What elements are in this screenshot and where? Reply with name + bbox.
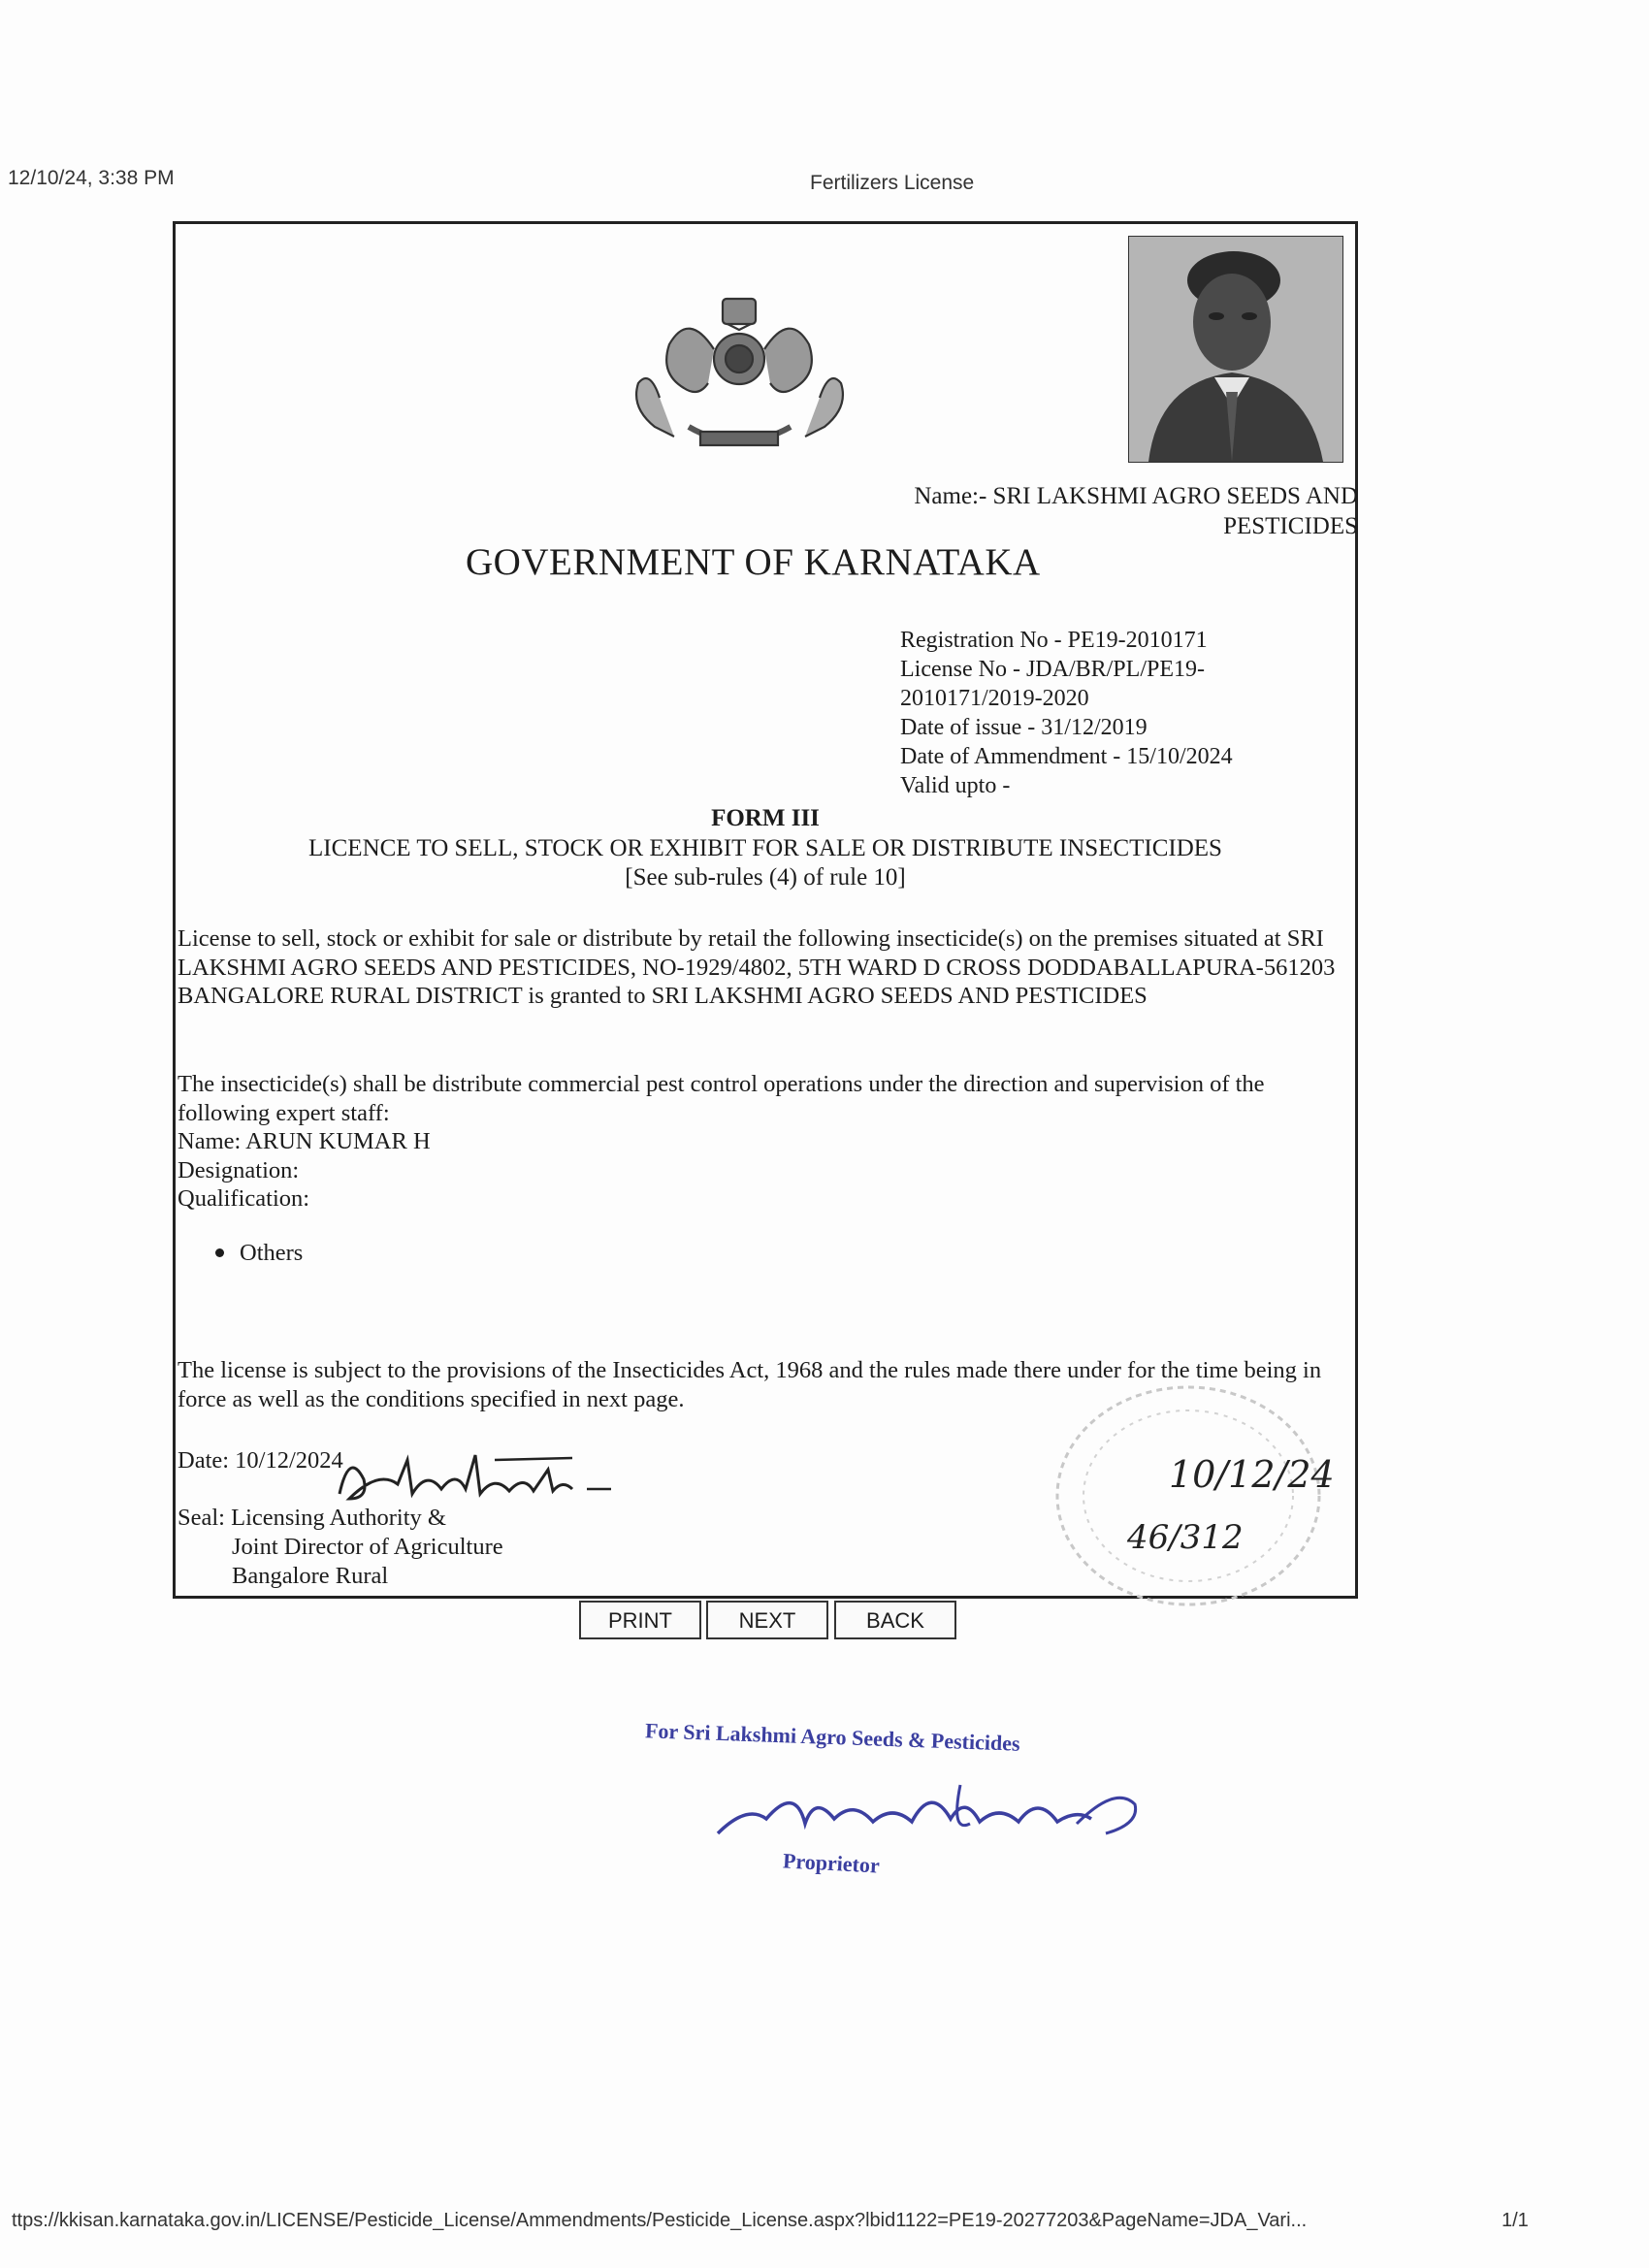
license-date: Date: 10/12/2024 — [178, 1447, 343, 1474]
office-seal-icon — [1048, 1377, 1329, 1615]
seal-line-1: Seal: Licensing Authority & — [178, 1505, 446, 1531]
print-page-title: Fertilizers License — [810, 172, 975, 194]
license-number-line-2: 2010171/2019-2020 — [900, 686, 1089, 711]
act-provisions-paragraph: The license is subject to the provisions of the Insecticides Act, 1968 and the rules made there under for the time being in force as well as the conditions specified in next page. — [178, 1357, 1322, 1412]
licensee-name-line-2: PESTICIDES — [1223, 513, 1358, 539]
registration-details — [900, 626, 1308, 800]
licensee-name — [854, 481, 1358, 541]
premises-paragraph: License to sell, stock or exhibit for sale or distribute by retail the following insecticide(s) on the premises situated at SRI LAKSHMI AGRO SEEDS AND PESTICIDES, NO-1929/4802, 5TH WARD D CROSS DODDABALLAPURA-561203 BANGALORE RURAL DISTRICT is granted to SRI LAKSHMI AGRO SEEDS AND PESTICIDES — [178, 925, 1336, 1009]
seal-block — [178, 1504, 503, 1591]
firm-stamp-text: For Sri Lakshmi Agro Seeds & Pesticides — [644, 1718, 1020, 1756]
expert-name: Name: ARUN KUMAR H — [178, 1128, 431, 1154]
form-subtitle-block — [173, 834, 1358, 892]
expert-qualification: Qualification: — [178, 1185, 310, 1212]
list-item — [215, 1240, 303, 1267]
handwritten-number: 46/312 — [1127, 1518, 1244, 1557]
form-subtitle: LICENCE TO SELL, STOCK OR EXHIBIT FOR SALE OR DISTRIBUTE INSECTICIDES — [308, 835, 1222, 861]
proprietor-signature-icon — [708, 1766, 1174, 1863]
karnataka-emblem-icon — [630, 291, 849, 466]
registration-number: Registration No - PE19-2010171 — [900, 628, 1208, 653]
form-title: FORM III — [711, 805, 820, 831]
print-url: ttps://kkisan.karnataka.gov.in/LICENSE/Pesticide_License/Ammendments/Pesticide_License.aspx?lbid1122=PE19-20277203&PageName=JDA_Vari... — [12, 2210, 1308, 2231]
expert-staff-paragraph: The insecticide(s) shall be distribute commercial pest control operations under the direction and supervision of the following expert staff: — [178, 1071, 1265, 1126]
handwritten-date: 10/12/24 — [1169, 1453, 1335, 1496]
date-of-issue: Date of issue - 31/12/2019 — [900, 715, 1148, 740]
proprietor-stamp-text: Proprietor — [782, 1848, 881, 1878]
next-button[interactable]: NEXT — [706, 1601, 828, 1639]
date-of-amendment: Date of Ammendment - 15/10/2024 — [900, 744, 1233, 769]
expert-designation: Designation: — [178, 1156, 300, 1183]
licensee-name-line-1: Name:- SRI LAKSHMI AGRO SEEDS AND — [914, 483, 1358, 509]
seal-line-3: Bangalore Rural — [232, 1563, 389, 1589]
print-page-count: 1/1 — [1502, 2210, 1529, 2231]
valid-upto: Valid upto - — [900, 773, 1011, 798]
license-number-line-1: License No - JDA/BR/PL/PE19- — [900, 657, 1205, 682]
seal-line-2: Joint Director of Agriculture — [232, 1534, 503, 1560]
expert-staff-block — [178, 1070, 1342, 1214]
licensee-photo — [1128, 236, 1343, 463]
form-rule: [See sub-rules (4) of rule 10] — [625, 864, 906, 891]
government-title: GOVERNMENT OF KARNATAKA — [466, 541, 1041, 583]
bullet-icon — [215, 1248, 224, 1257]
qualification-item: Others — [240, 1240, 304, 1266]
back-button[interactable]: BACK — [834, 1601, 956, 1639]
print-button[interactable]: PRINT — [579, 1601, 701, 1639]
person-photo-icon — [1129, 237, 1342, 462]
print-timestamp: 12/10/24, 3:38 PM — [8, 167, 175, 189]
